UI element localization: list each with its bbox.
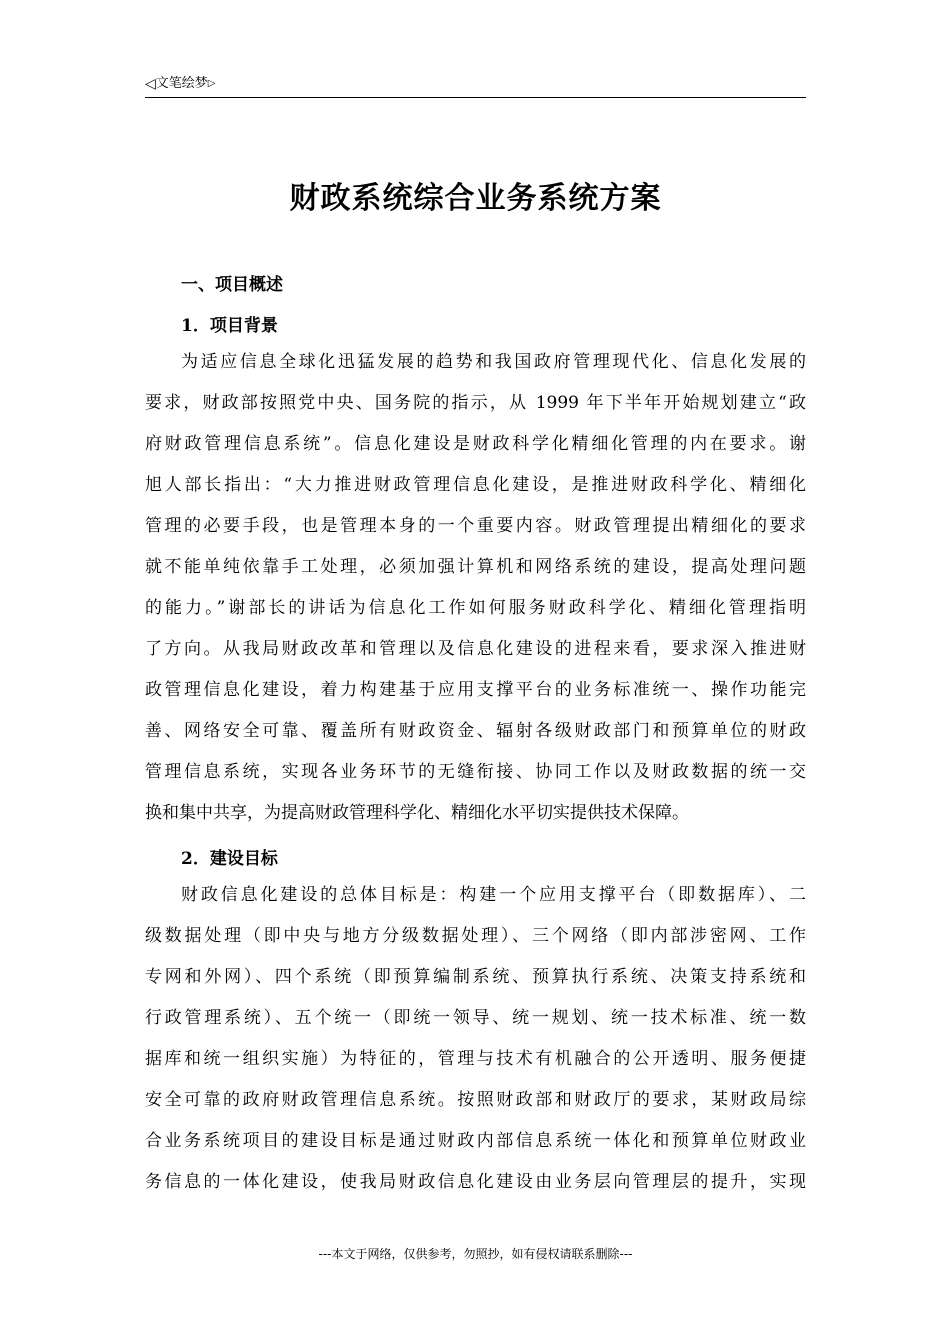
header-divider <box>145 97 806 98</box>
paragraph-line: 了方向。从我局财政改革和管理以及信息化建设的进程来看，要求深入推进财 <box>145 639 806 659</box>
paragraph-line: 换和集中共享，为提高财政管理科学化、精细化水平切实提供技术保障。 <box>145 803 689 823</box>
paragraph-line: 行政管理系统）、五个统一（即统一领导、统一规划、统一技术标准、统一数 <box>145 1008 806 1028</box>
paragraph-line: 据库和统一组织实施）为特征的，管理与技术有机融合的公开透明、服务便捷 <box>145 1049 806 1069</box>
document-title: 财政系统综合业务系统方案 <box>289 181 662 216</box>
document-body <box>145 265 806 1208</box>
paragraph-line: 级数据处理（即中央与地方分级数据处理）、三个网络（即内部涉密网、工作 <box>145 926 806 946</box>
paragraph-line: 为适应信息全球化迅猛发展的趋势和我国政府管理现代化、信息化发展的 <box>181 352 806 372</box>
paragraph-line: 政管理信息化建设，着力构建基于应用支撑平台的业务标准统一、操作功能完 <box>145 680 806 700</box>
subsection-heading-goals: 2．建设目标 <box>181 849 278 869</box>
paragraph-goals <box>145 880 806 1208</box>
header-brand: 文笔绘梦 <box>155 76 208 91</box>
page-header <box>145 74 806 94</box>
right-triangle-icon: ▷ <box>207 78 216 89</box>
paragraph-background <box>145 347 806 839</box>
left-triangle-icon: ◁ <box>145 76 156 92</box>
page-footer-disclaimer: ---本文于网络，仅供参考，勿照抄，如有侵权请联系删除--- <box>318 1247 633 1261</box>
paragraph-line: 管理信息系统，实现各业务环节的无缝衔接、协同工作以及财政数据的统一交 <box>145 762 806 782</box>
paragraph-line: 就不能单纯依靠手工处理，必须加强计算机和网络系统的建设，提高处理问题 <box>145 557 806 577</box>
paragraph-line: 善、网络安全可靠、覆盖所有财政资金、辐射各级财政部门和预算单位的财政 <box>145 721 806 741</box>
paragraph-line: 合业务系统项目的建设目标是通过财政内部信息系统一体化和预算单位财政业 <box>145 1131 806 1151</box>
paragraph-line: 财政信息化建设的总体目标是：构建一个应用支撑平台（即数据库）、二 <box>181 885 806 905</box>
paragraph-line: 务信息的一体化建设，使我局财政信息化建设由业务层向管理层的提升，实现 <box>145 1172 806 1192</box>
subsection-heading-background: 1．项目背景 <box>181 316 278 336</box>
paragraph-line: 专网和外网）、四个系统（即预算编制系统、预算执行系统、决策支持系统和 <box>145 967 806 987</box>
section-heading-overview: 一、项目概述 <box>181 275 283 295</box>
paragraph-line: 安全可靠的政府财政管理信息系统。按照财政部和财政厅的要求，某财政局综 <box>145 1090 806 1110</box>
paragraph-line: 府财政管理信息系统”。信息化建设是财政科学化精细化管理的内在要求。谢 <box>145 434 806 454</box>
paragraph-line: 管理的必要手段，也是管理本身的一个重要内容。财政管理提出精细化的要求 <box>145 516 806 536</box>
paragraph-line: 要求，财政部按照党中央、国务院的指示，从 1999 年下半年开始规划建立“政 <box>145 393 806 413</box>
paragraph-line: 的能力。”谢部长的讲话为信息化工作如何服务财政科学化、精细化管理指明 <box>145 598 806 618</box>
paragraph-line: 旭人部长指出：“大力推进财政管理信息化建设，是推进财政科学化、精细化 <box>145 475 806 495</box>
